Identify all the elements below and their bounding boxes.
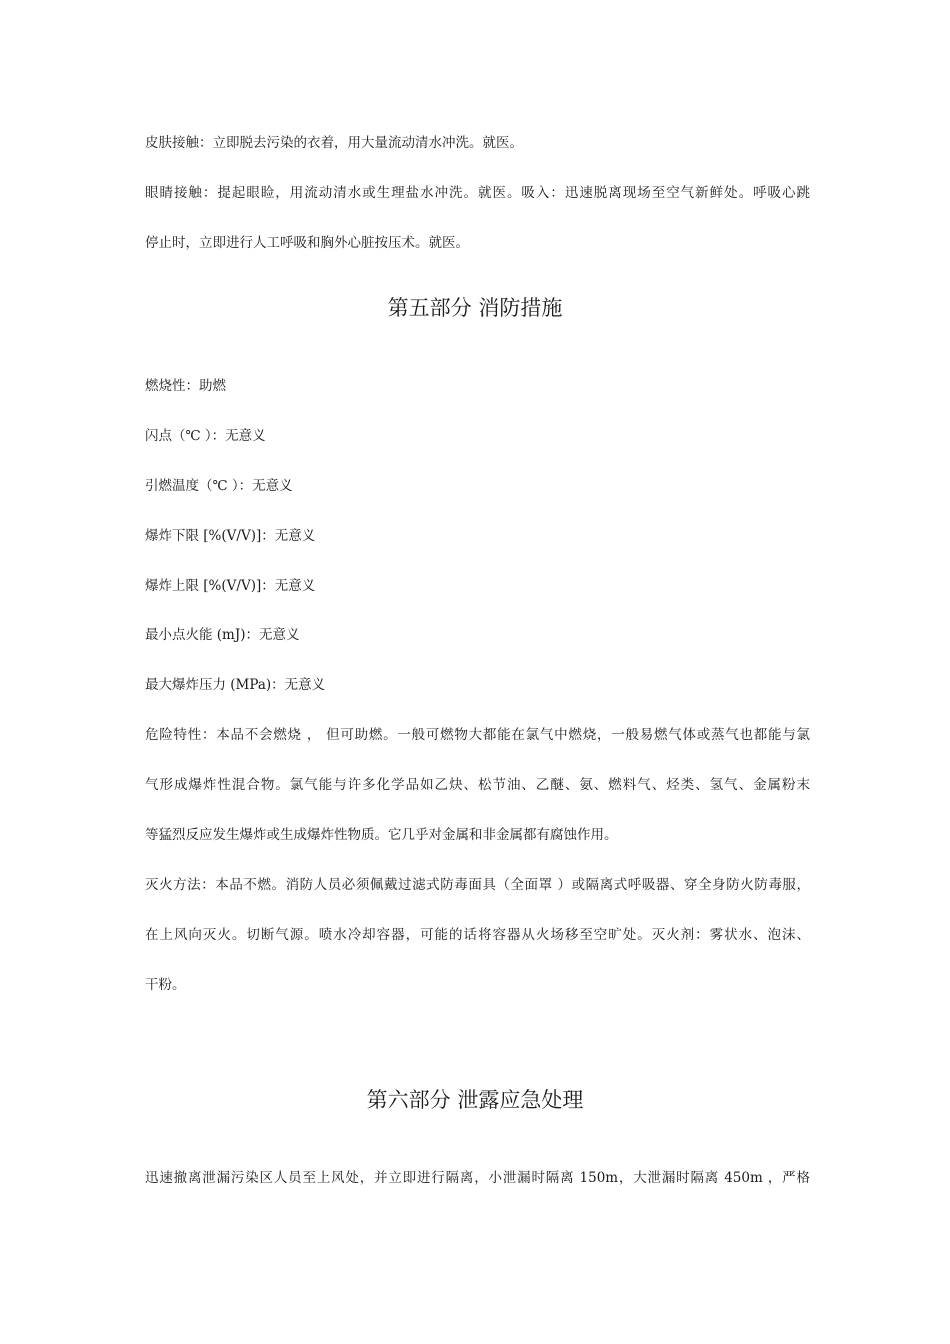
max-explosion-pressure-text: 最大爆炸压力 (MPa)：无意义 (145, 677, 326, 693)
eye-contact-text-line-2: 停止时，立即进行人工呼吸和胸外心脏按压术。就医。 (145, 235, 469, 251)
extinguish-text-line-1: 灭火方法：本品不燃。消防人员必须佩戴过滤式防毒面具（全面罩 ）或隔离式呼吸器、穿全身防火防毒服， (145, 877, 810, 893)
eye-contact-text-line-1: 眼睛接触：提起眼睑，用流动清水或生理盐水冲洗。就医。吸入：迅速脱离现场至空气新鲜处。呼吸心跳 (145, 185, 810, 201)
section-5-heading: 第五部分 消防措施 (387, 296, 563, 320)
flash-point-text: 闪点（℃ ）：无意义 (145, 428, 266, 444)
leak-response-text-line-1: 迅速撤离泄漏污染区人员至上风处，并立即进行隔离，小泄漏时隔离 150m，大泄漏时隔离 450m ，严格 (145, 1170, 810, 1186)
hazard-text-line-2: 气形成爆炸性混合物。氯气能与许多化学品如乙炔、松节油、乙醚、氨、燃料气、烃类、氢气、金属粉末 (145, 777, 810, 793)
hazard-text-line-1: 危险特性：本品不会燃烧 ， 但可助燃。一般可燃物大都能在氯气中燃烧，一般易燃气体或蒸气也都能与氯 (145, 727, 810, 743)
extinguish-text-line-3: 干粉。 (145, 977, 186, 993)
lower-explosion-limit-text: 爆炸下限 [%(V/V)]：无意义 (145, 528, 316, 544)
ignition-temperature-text: 引燃温度（℃ ）：无意义 (145, 478, 293, 494)
skin-contact-text: 皮肤接触：立即脱去污染的衣着，用大量流动清水冲洗。就医。 (145, 135, 523, 151)
section-6-heading: 第六部分 泄露应急处理 (366, 1088, 584, 1112)
flammability-text: 燃烧性：助燃 (145, 378, 226, 394)
hazard-text-line-3: 等猛烈反应发生爆炸或生成爆炸性物质。它几乎对金属和非金属都有腐蚀作用。 (145, 827, 618, 843)
upper-explosion-limit-text: 爆炸上限 [%(V/V)]：无意义 (145, 578, 316, 594)
min-ignition-energy-text: 最小点火能 (mJ)：无意义 (145, 627, 300, 643)
extinguish-text-line-2: 在上风向灭火。切断气源。喷水冷却容器，可能的话将容器从火场移至空旷处。灭火剂：雾状水、泡沫、 (145, 927, 810, 943)
